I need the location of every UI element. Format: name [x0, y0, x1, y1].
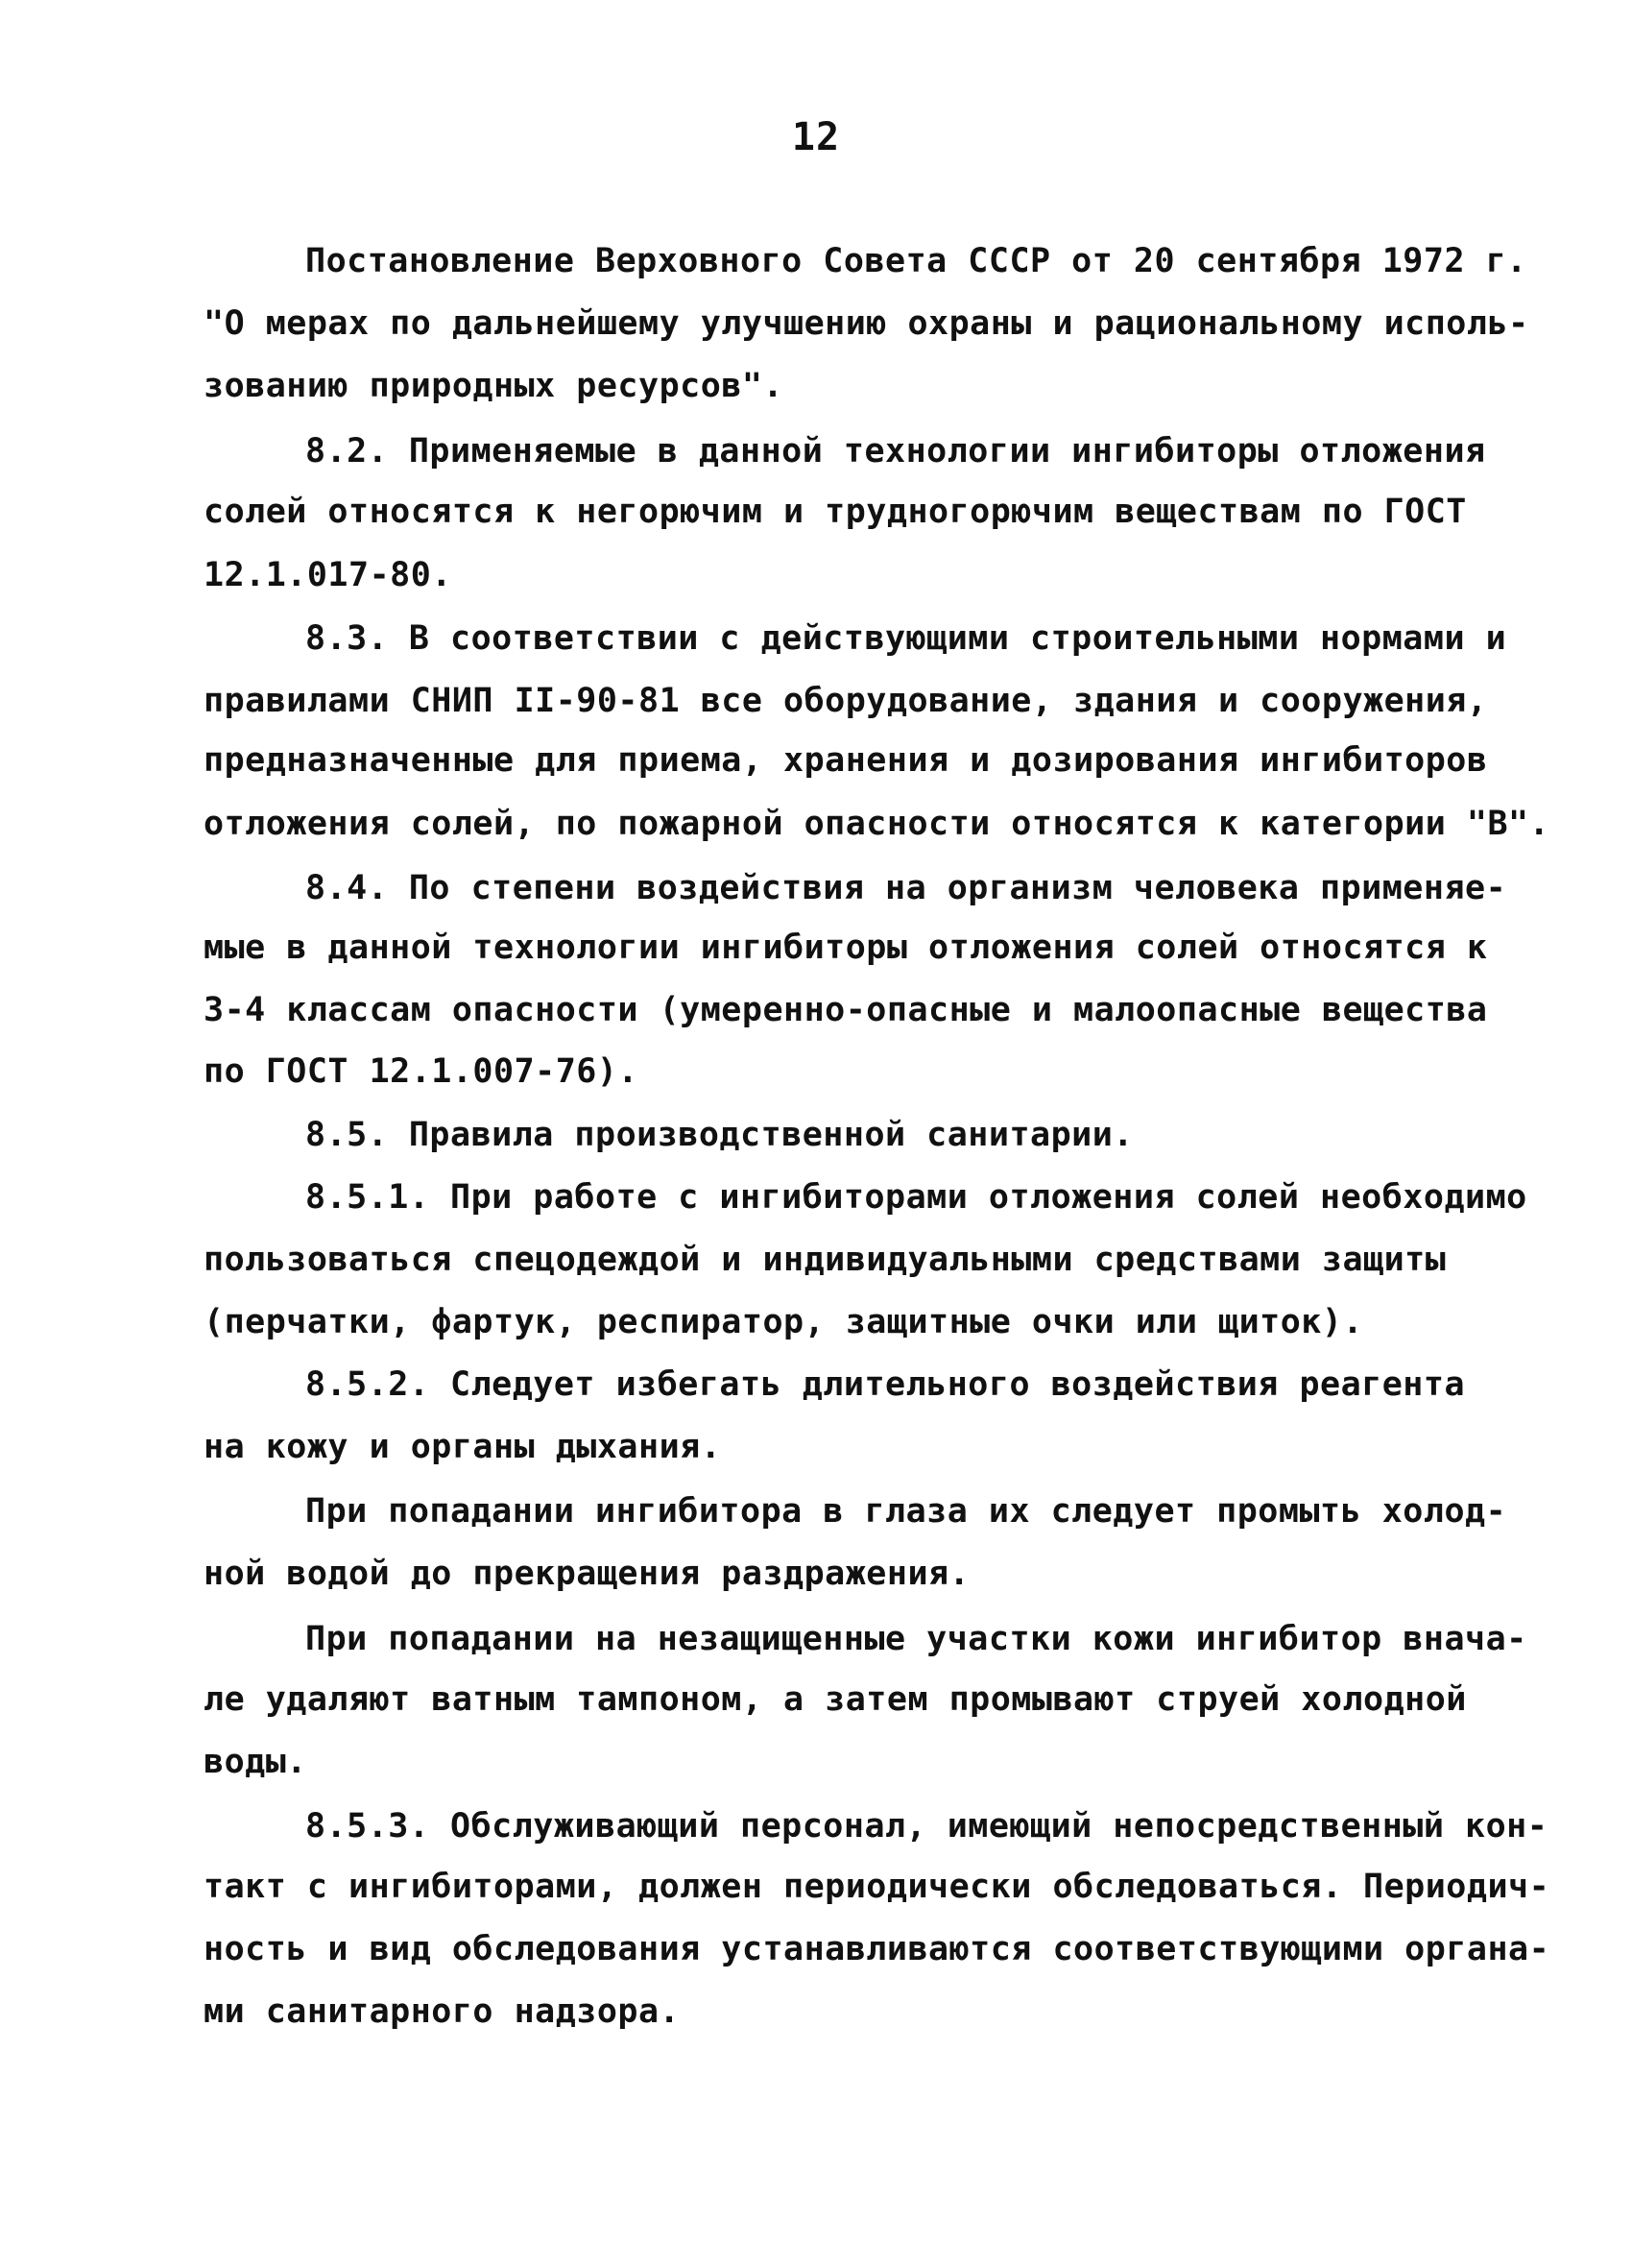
text-line: 8.3. В соответствии с действующими строительными нормами и	[305, 619, 1507, 658]
page-number: 12	[791, 115, 841, 159]
text-line: 8.5. Правила производственной санитарии.	[305, 1116, 1134, 1154]
text-line: воды.	[204, 1743, 307, 1781]
text-line: пользоваться спецодеждой и индивидуальными средствами защиты	[204, 1241, 1447, 1279]
text-line: 8.2. Применяемые в данной технологии ингибиторы отложения	[305, 432, 1486, 470]
text-line: 8.5.3. Обслуживающий персонал, имеющий непосредственный кон-	[305, 1807, 1548, 1846]
text-line: правилами СНИП II-90-81 все оборудование, здания и сооружения,	[204, 682, 1488, 720]
text-line: При попадании ингибитора в глаза их следует промыть холод-	[305, 1492, 1507, 1531]
text-line: ми санитарного надзора.	[204, 1992, 681, 2031]
text-line: отложения солей, по пожарной опасности относятся к категории "В".	[204, 805, 1550, 843]
text-line: 8.5.2. Следует избегать длительного воздействия реагента	[305, 1365, 1466, 1404]
text-line: на кожу и органы дыхания.	[204, 1428, 722, 1466]
text-line: 12.1.017-80.	[204, 556, 452, 594]
text-line: 8.5.1. При работе с ингибиторами отложения солей необходимо	[305, 1178, 1527, 1217]
text-line: ле удаляют ватным тампоном, а затем промывают струей холодной	[204, 1680, 1467, 1719]
text-line: предназначенные для приема, хранения и дозирования ингибиторов	[204, 741, 1488, 780]
text-line: ной водой до прекращения раздражения.	[204, 1555, 971, 1593]
text-line: 8.4. По степени воздействия на организм человека применяе-	[305, 869, 1507, 907]
text-line: Постановление Верховного Совета СССР от 20 сентября 1972 г.	[305, 242, 1527, 280]
text-line: "О мерах по дальнейшему улучшению охраны и рациональному исполь-	[204, 304, 1529, 343]
text-line: такт с ингибиторами, должен периодически обследоваться. Периодич-	[204, 1868, 1550, 1906]
text-line: При попадании на незащищенные участки кожи ингибитор внача-	[305, 1620, 1527, 1658]
text-line: (перчатки, фартук, респиратор, защитные очки или щиток).	[204, 1303, 1364, 1341]
text-line: 3-4 классам опасности (умеренно-опасные и малоопасные вещества	[204, 991, 1488, 1029]
text-line: зованию природных ресурсов".	[204, 367, 784, 405]
text-line: по ГОСТ 12.1.007-76).	[204, 1052, 639, 1091]
text-line: мые в данной технологии ингибиторы отложения солей относятся к	[204, 929, 1488, 967]
text-line: ность и вид обследования устанавливаются соответствующими органа-	[204, 1930, 1550, 1968]
text-line: солей относятся к негорючим и трудногорючим веществам по ГОСТ	[204, 493, 1467, 531]
